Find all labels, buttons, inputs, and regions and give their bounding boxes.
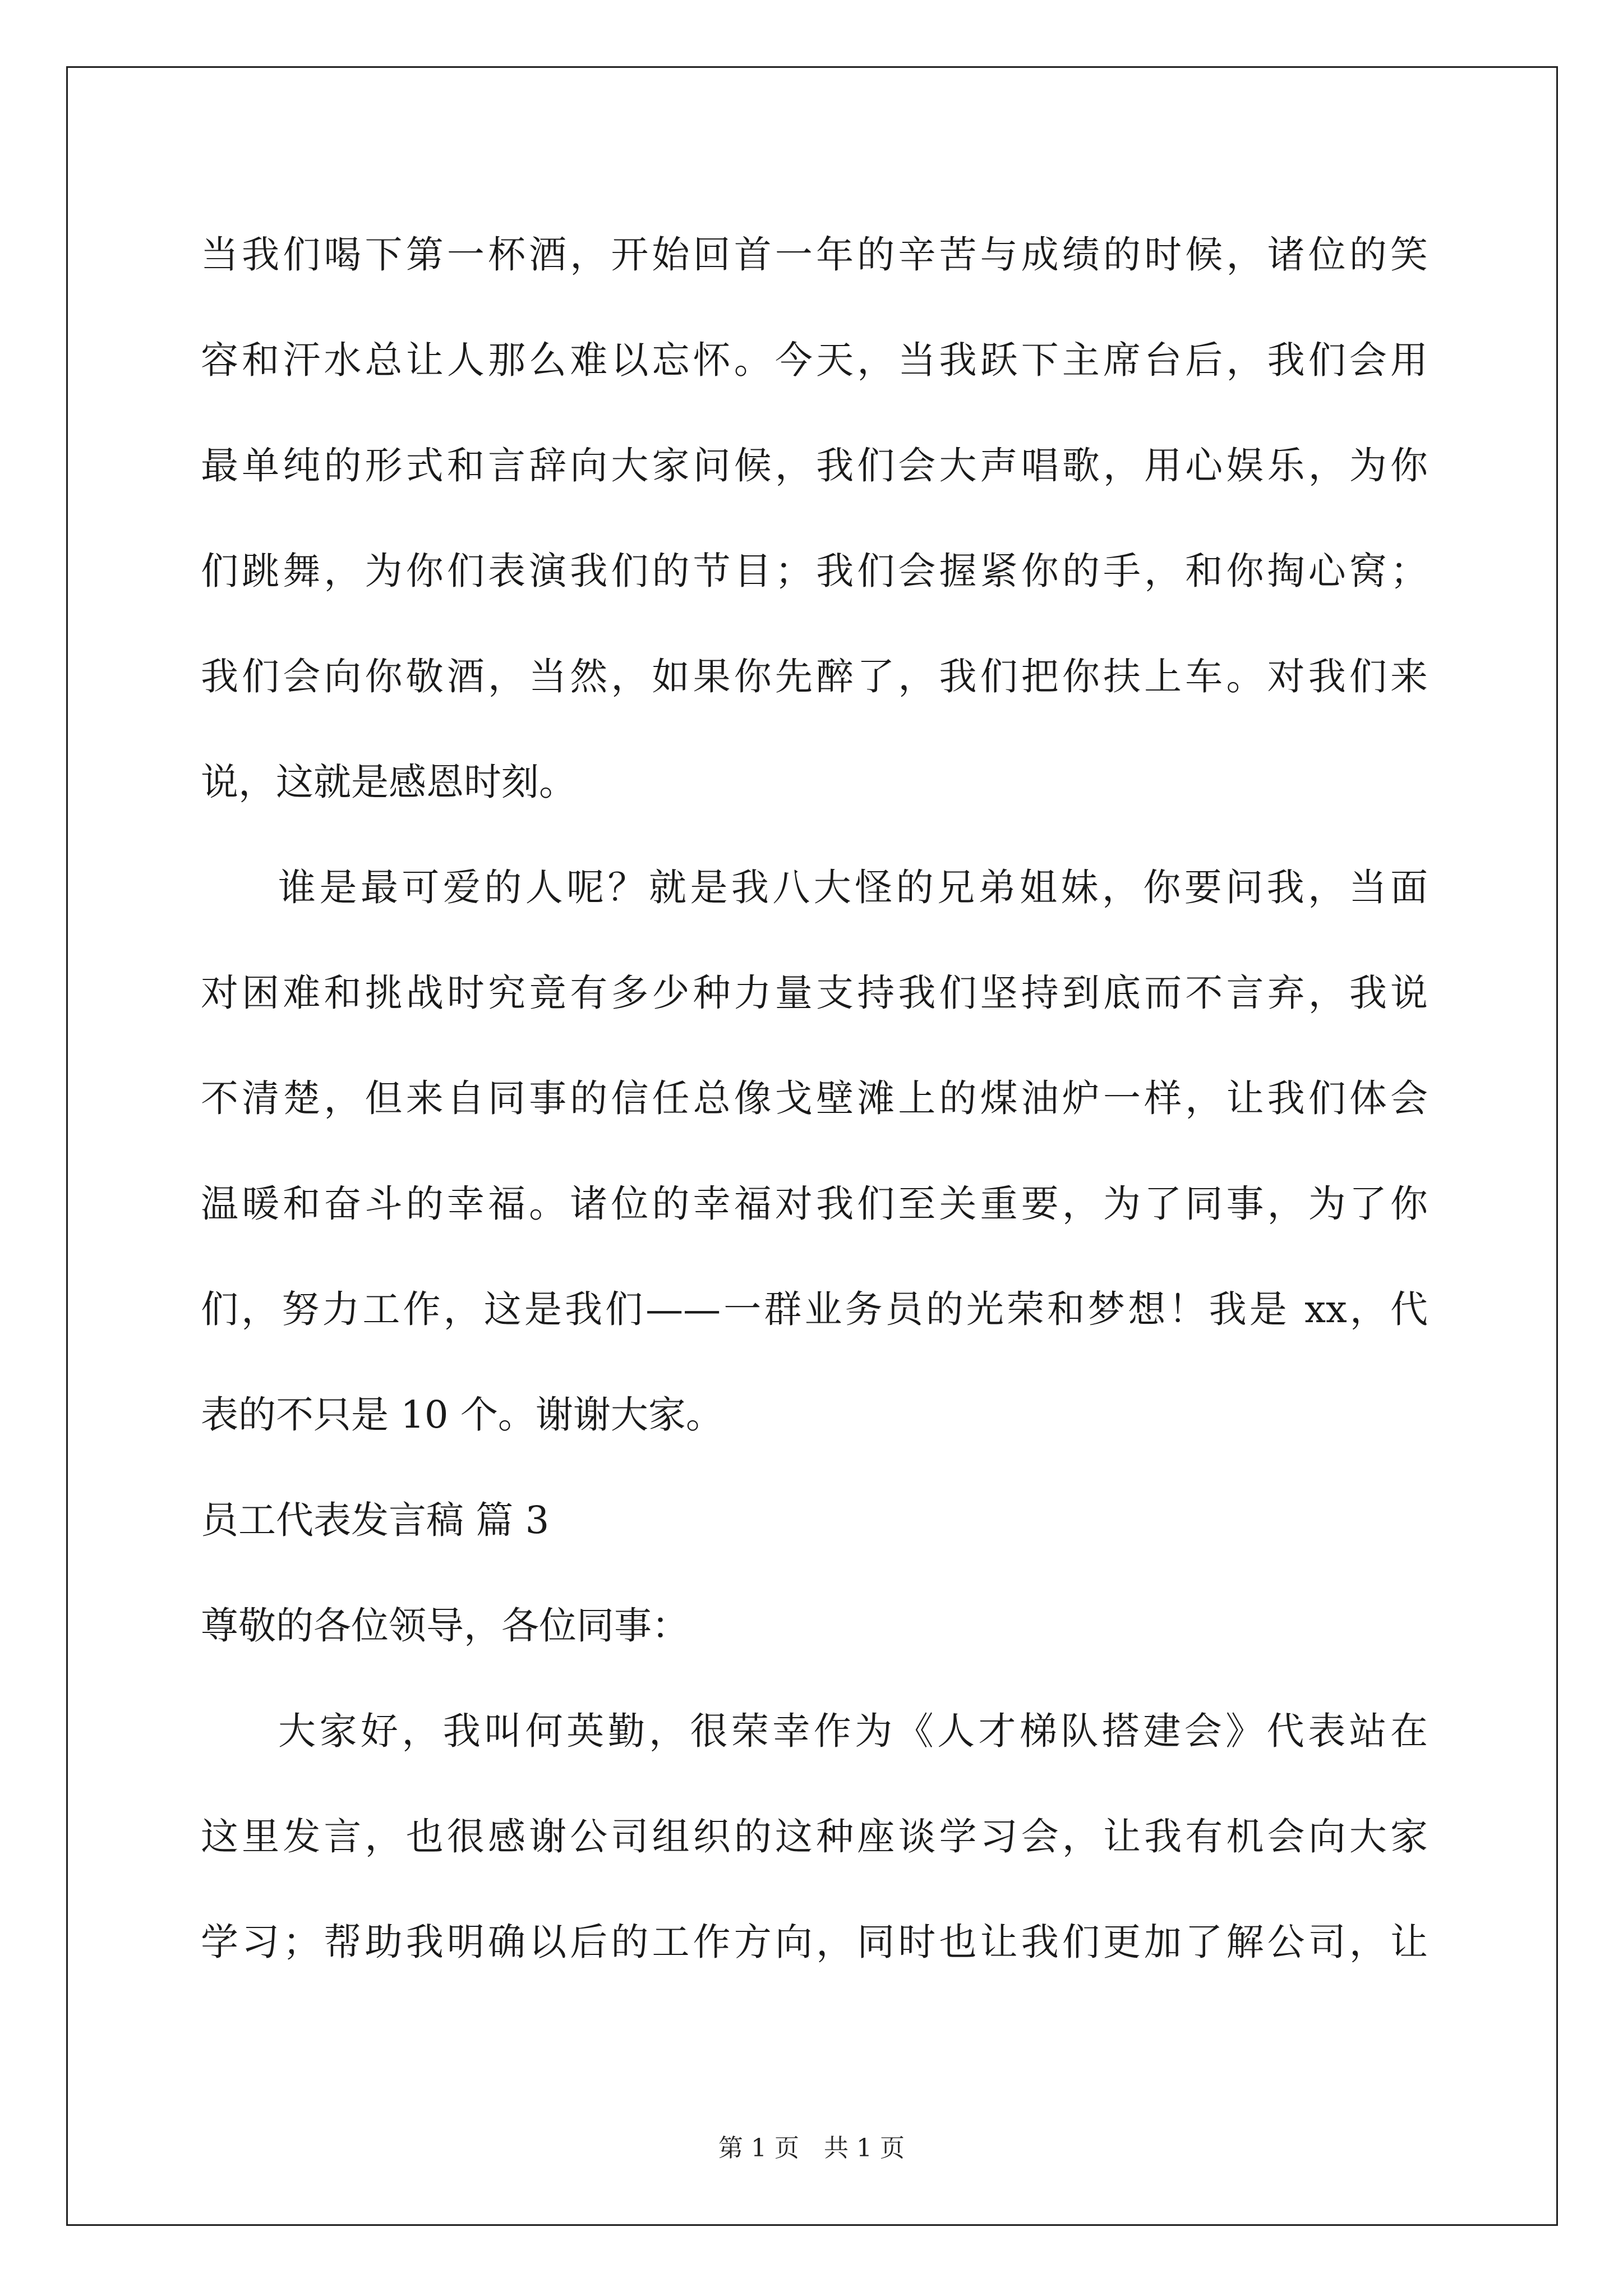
text-line: 大家好，我叫何英勤，很荣幸作为《人才梯队搭建会》代表站在 [278, 1709, 1428, 1753]
text-line: 学习；帮助我明确以后的工作方向，同时也让我们更加了解公司，让 [201, 1920, 1428, 1964]
document-body [201, 213, 1428, 2006]
text-line: 们，努力工作，这是我们——一群业务员的光荣和梦想！我是 xx，代 [201, 1287, 1428, 1331]
text-line: 当我们喝下第一杯酒，开始回首一年的辛苦与成绩的时候，诸位的笑 [201, 233, 1428, 277]
text-line: 容和汗水总让人那么难以忘怀。今天，当我跃下主席台后，我们会用 [201, 338, 1428, 382]
text-line: 说，这就是感恩时刻。 [201, 760, 577, 804]
text-line: 最单纯的形式和言辞向大家问候，我们会大声唱歌，用心娱乐，为你 [201, 444, 1428, 487]
section-heading: 员工代表发言稿 篇 3 [201, 1498, 550, 1542]
text-line: 表的不只是 10 个。谢谢大家。 [201, 1393, 723, 1437]
text-line: 不清楚，但来自同事的信任总像戈壁滩上的煤油炉一样，让我们体会 [201, 1076, 1428, 1120]
text-line: 们跳舞，为你们表演我们的节目；我们会握紧你的手，和你掏心窝； [201, 549, 1428, 593]
text-line: 谁是最可爱的人呢？就是我八大怪的兄弟姐妹，你要问我，当面 [278, 866, 1428, 909]
text-line: 这里发言，也很感谢公司组织的这种座谈学习会，让我有机会向大家 [201, 1815, 1428, 1858]
text-line: 温暖和奋斗的幸福。诸位的幸福对我们至关重要，为了同事，为了你 [201, 1182, 1428, 1226]
salutation: 尊敬的各位领导，各位同事： [201, 1604, 689, 1648]
page-number-footer: 第 1 页 共 1 页 [718, 2134, 905, 2162]
text-line: 我们会向你敬酒，当然，如果你先醉了，我们把你扶上车。对我们来 [201, 655, 1428, 698]
text-line: 对困难和挑战时究竟有多少种力量支持我们坚持到底而不言弃，我说 [201, 971, 1428, 1015]
